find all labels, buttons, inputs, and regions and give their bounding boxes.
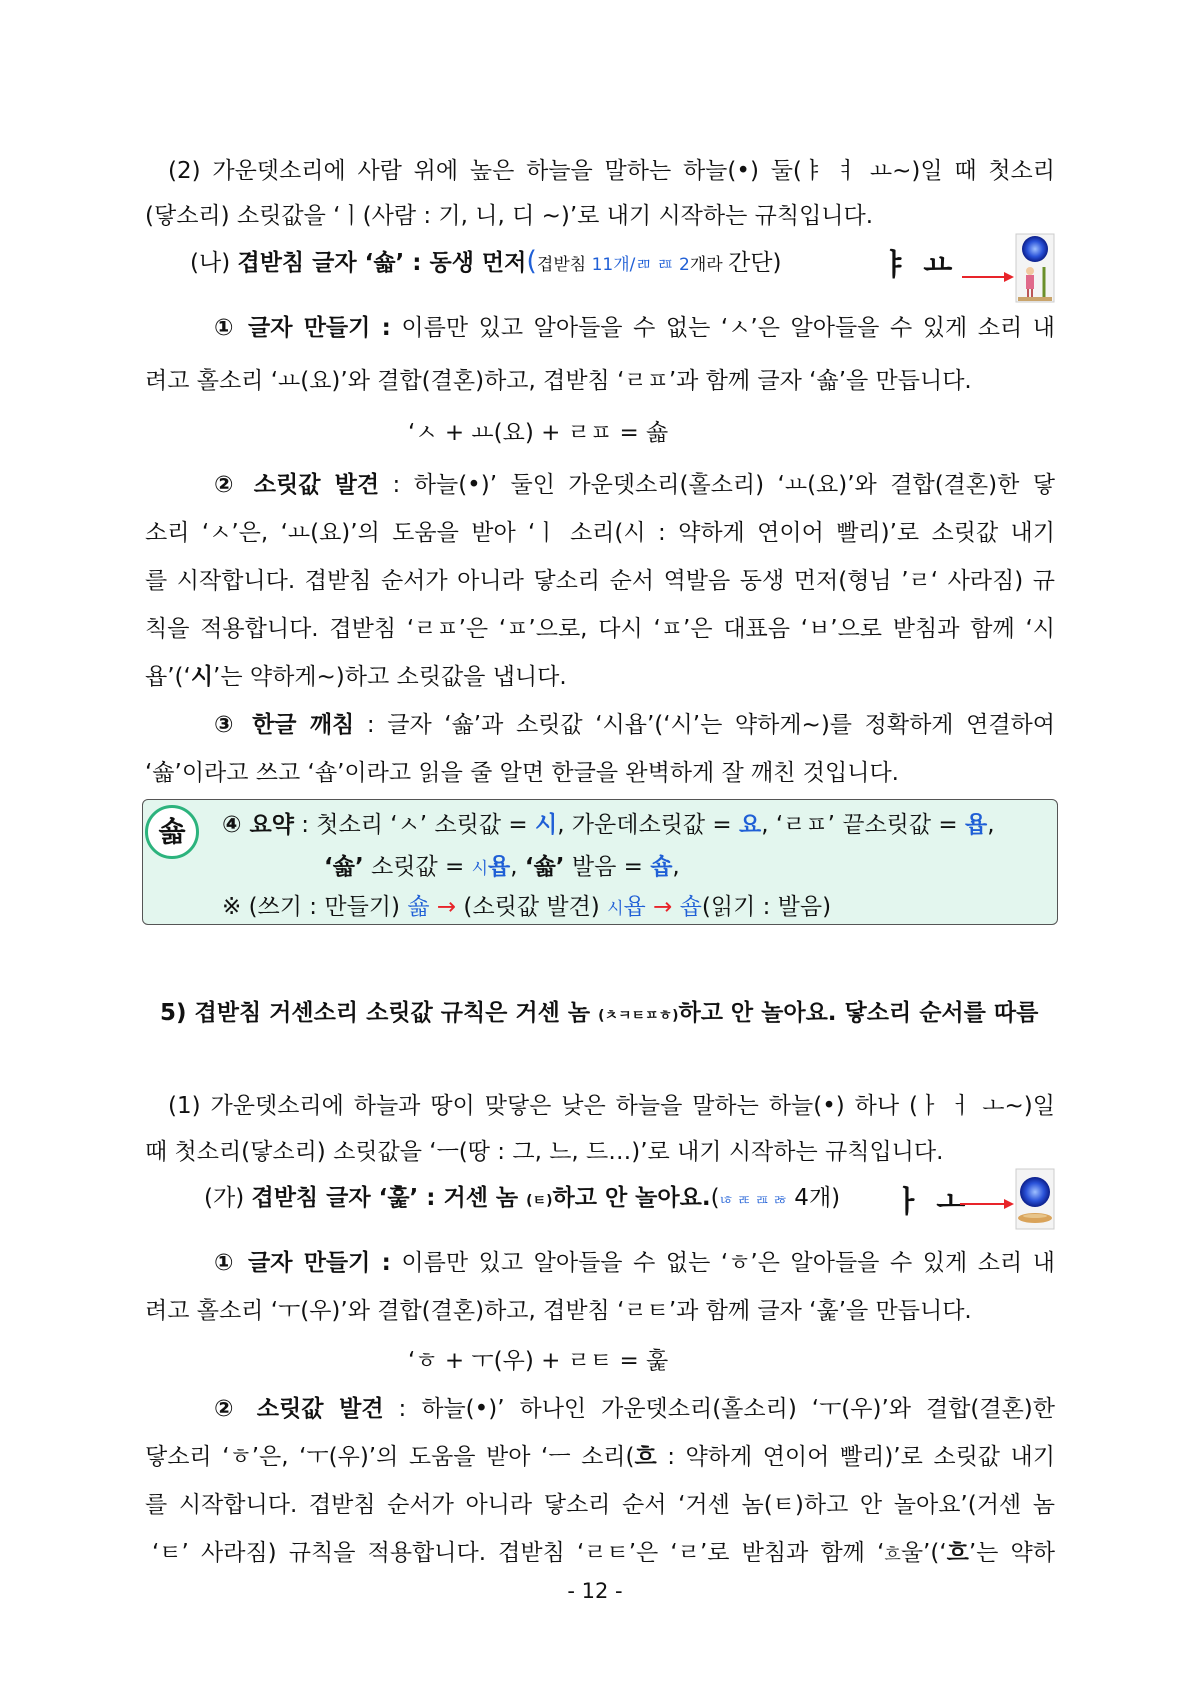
text-run: ※ (쓰기 : 만들기) bbox=[222, 894, 408, 920]
highlight: 욥 bbox=[488, 854, 511, 880]
title-run: (ㅊㅋㅌㅍㅎ) bbox=[598, 1008, 679, 1024]
paragraph-line bbox=[214, 313, 1055, 343]
text-run: , 가운데소릿값 = bbox=[557, 812, 740, 838]
summary-circle-glyph: 숇 bbox=[145, 805, 199, 859]
formula: ‘ㅅ + ㅛ(요) + ㄹㅍ = 숇 bbox=[408, 420, 669, 446]
paragraph-line: 려고 홀소리 ‘ㅜ(우)’와 결합(결혼)하고, 겹받침 ‘ㄹㅌ’과 함께 글자 ‘훑’을 만듭니다. bbox=[145, 1298, 972, 1324]
paragraph-line bbox=[214, 1394, 1055, 1424]
paragraph-line: (2) 가운뎃소리에 사람 위에 높은 하늘을 말하는 하늘(•) 둘(ㅑ ㅕ ㅛ~)일 때 첫소리 bbox=[168, 158, 1055, 184]
highlight: 요 bbox=[739, 812, 762, 838]
paragraph-line: (1) 가운뎃소리에 하늘과 땅이 맞닿은 낮은 하늘을 말하는 하늘(•) 하나 (ㅏ ㅓ ㅗ~)일 bbox=[168, 1093, 1055, 1119]
item-text: 이름만 있고 알아들을 수 없는 ‘ㅅ’은 알아들을 수 있게 소리 내 bbox=[390, 315, 1055, 341]
heading-paren: ( bbox=[526, 246, 537, 277]
paragraph-line: 를 시작합니다. 겹받침 순서가 아니라 닿소리 순서 ‘거센 놈(ㅌ)하고 안 놀아요’(거센 놈 bbox=[145, 1492, 1055, 1518]
text-run: ’는 약하 bbox=[968, 1540, 1055, 1566]
paragraph-line bbox=[145, 662, 1055, 692]
item-head: ② 소릿값 발견 bbox=[214, 472, 380, 498]
text-run: , bbox=[510, 854, 525, 880]
arrow-icon: → bbox=[436, 894, 457, 920]
item-text: : 글자 ‘숇’과 소릿값 ‘시욥’(‘시’는 약하게~)를 정확하게 연결하여 bbox=[354, 712, 1055, 738]
text-run: ‘ㅌ’ 사라짐) 규칙을 적용합니다. 겹받침 ‘ㄹㅌ’은 ‘ㄹ’로 받침과 함께 ‘ bbox=[152, 1540, 885, 1566]
highlight: 욥 bbox=[965, 812, 988, 838]
paragraph-line: 려고 홀소리 ‘ㅛ(요)’와 결합(결혼)하고, 겹받침 ‘ㄹㅍ’과 함께 글자 ‘숇’을 만듭니다. bbox=[145, 368, 972, 394]
text-run: , bbox=[987, 812, 995, 838]
item-head: ① 글자 만들기 : bbox=[214, 315, 391, 341]
highlight: 숇 bbox=[407, 894, 430, 920]
person-sky-icon bbox=[960, 233, 1056, 305]
heading-note: 겹받침 bbox=[536, 255, 592, 275]
text-run: 흐 bbox=[634, 1444, 657, 1470]
text-run: 욥’(‘ bbox=[145, 664, 191, 690]
text-run: 울’(‘ bbox=[900, 1540, 947, 1566]
item-head: ③ 한글 깨침 bbox=[214, 712, 355, 738]
heading-note: ( bbox=[710, 1185, 720, 1211]
text-run: , bbox=[672, 854, 680, 880]
item-text: : 하늘(•)’ 하나인 가운뎃소리(홀소리) ‘ㅜ(우)’와 결합(결혼)한 bbox=[383, 1396, 1055, 1422]
summary-line bbox=[324, 852, 924, 884]
paragraph-line bbox=[214, 1248, 1055, 1278]
paragraph-line bbox=[214, 470, 1055, 500]
heading-title: 겹받침 글자 ‘훑’ : 거센 놈 bbox=[251, 1185, 527, 1211]
vowel-glyphs: ㅏ ㅗ bbox=[893, 1185, 968, 1220]
heading-note: 개라 bbox=[689, 255, 729, 275]
text-run: ’는 약하게~)하고 소릿값을 냅니다. bbox=[213, 664, 567, 690]
highlight: 시 bbox=[534, 812, 558, 838]
text-run: ‘숇’ bbox=[524, 854, 565, 880]
vowel-illustration-text bbox=[880, 240, 960, 283]
heading-note: 4개) bbox=[787, 1185, 841, 1211]
highlight: 숍 bbox=[650, 854, 673, 880]
heading-count: ㄶ ㄾ ㄿ ㅀ bbox=[719, 1193, 787, 1209]
subsection-heading bbox=[204, 1183, 884, 1216]
heading-note: 간단) bbox=[728, 250, 782, 276]
arrow-icon: → bbox=[653, 894, 673, 920]
paragraph-line: 소리 ‘ㅅ’은, ‘ㅛ(요)’의 도움을 받아 ‘ㅣ 소리(시 : 약하게 연이어 빨리)’로 소릿값 내기 bbox=[145, 520, 1055, 546]
earth-sky-icon bbox=[958, 1168, 1056, 1232]
paragraph-line: 때 첫소리(닿소리) 소릿값을 ‘ㅡ(땅 : 그, 느, 드…)’로 내기 시작하는 규칙입니다. bbox=[145, 1139, 944, 1165]
item-head: ② 소릿값 발견 bbox=[214, 1396, 384, 1422]
section-title bbox=[160, 998, 1060, 1031]
paragraph-line bbox=[145, 1442, 1055, 1472]
text-run: ‘숇’ bbox=[324, 854, 364, 880]
highlight: 숍 bbox=[679, 894, 702, 920]
heading-title: 겹받침 글자 ‘숇’ : 동생 먼저 bbox=[237, 250, 527, 276]
paragraph-line: (닿소리) 소릿값을 ‘ㅣ(사람 : 기, 니, 디 ~)’로 내기 시작하는 규칙입니다. bbox=[145, 203, 874, 229]
highlight: 시 bbox=[471, 859, 488, 879]
text-run: 소릿값 = bbox=[363, 854, 472, 880]
heading-label: (나) bbox=[190, 250, 238, 276]
heading-count: 11개/ㄻ ㄿ 2 bbox=[591, 255, 690, 275]
paragraph-line bbox=[152, 1538, 1055, 1570]
text-run: , ‘ㄹㅍ’ 끝소릿값 = bbox=[761, 812, 965, 838]
paragraph-line: 칙을 적용합니다. 겹받침 ‘ㄹㅍ’은 ‘ㅍ’으로, 다시 ‘ㅍ’은 대표음 ‘ㅂ’으로 받침과 함께 ‘시 bbox=[145, 616, 1055, 642]
highlight: 욥 bbox=[623, 894, 646, 920]
paragraph-line: ‘숇’이라고 쓰고 ‘숍’이라고 읽을 줄 알면 한글을 완벽하게 잘 깨친 것입니다. bbox=[145, 760, 899, 786]
vowel-glyphs: ㅑ ㅛ bbox=[880, 248, 955, 283]
formula: ‘ㅎ + ㅜ(우) + ㄹㅌ = 훑 bbox=[408, 1348, 669, 1374]
title-run: 하고 안 놀아요. 닿소리 순서를 따름 bbox=[678, 1000, 1039, 1026]
text-run: (소릿값 발견) bbox=[456, 894, 608, 920]
text-run: : 첫소리 ‘ㅅ’ 소릿값 = bbox=[293, 812, 535, 838]
text-run: 닿소리 ‘ㅎ’은, ‘ㅜ(우)’의 도움을 받아 ‘ㅡ 소리( bbox=[145, 1444, 635, 1470]
summary-line bbox=[222, 892, 1022, 924]
text-run: : 약하게 연이어 빨리)’로 소릿값 내기 bbox=[656, 1444, 1055, 1470]
heading-label: (가) bbox=[204, 1185, 252, 1211]
page-number: - 12 - bbox=[567, 1579, 623, 1603]
text-run: 흐 bbox=[884, 1545, 901, 1565]
heading-title: 하고 안 놀아요. bbox=[552, 1185, 711, 1211]
summary-head: ④ 요약 bbox=[222, 812, 294, 838]
text-run: 시 bbox=[190, 664, 214, 690]
item-text: : 하늘(•)’ 둘인 가운뎃소리(홀소리) ‘ㅛ(요)’와 결합(결혼)한 닿 bbox=[379, 472, 1055, 498]
paragraph-line bbox=[214, 710, 1055, 740]
text-run: 발음 = bbox=[564, 854, 651, 880]
heading-title: (ㅌ) bbox=[526, 1193, 553, 1209]
paragraph-line: 를 시작합니다. 겹받침 순서가 아니라 닿소리 순서 역발음 동생 먼저(형님 ’ㄹ‘ 사라짐) 규 bbox=[145, 568, 1055, 594]
item-text: 이름만 있고 알아들을 수 없는 ‘ㅎ’은 알아들을 수 있게 소리 내 bbox=[390, 1250, 1055, 1276]
subsection-heading bbox=[190, 247, 830, 280]
item-head: ① 글자 만들기 : bbox=[214, 1250, 391, 1276]
title-run: 5) 겹받침 거센소리 소릿값 규칙은 거센 놈 bbox=[160, 1000, 599, 1026]
highlight: 시 bbox=[607, 899, 624, 919]
text-run: 흐 bbox=[946, 1540, 969, 1566]
text-run: (읽기 : 발음) bbox=[701, 894, 832, 920]
summary-line bbox=[222, 810, 1052, 840]
